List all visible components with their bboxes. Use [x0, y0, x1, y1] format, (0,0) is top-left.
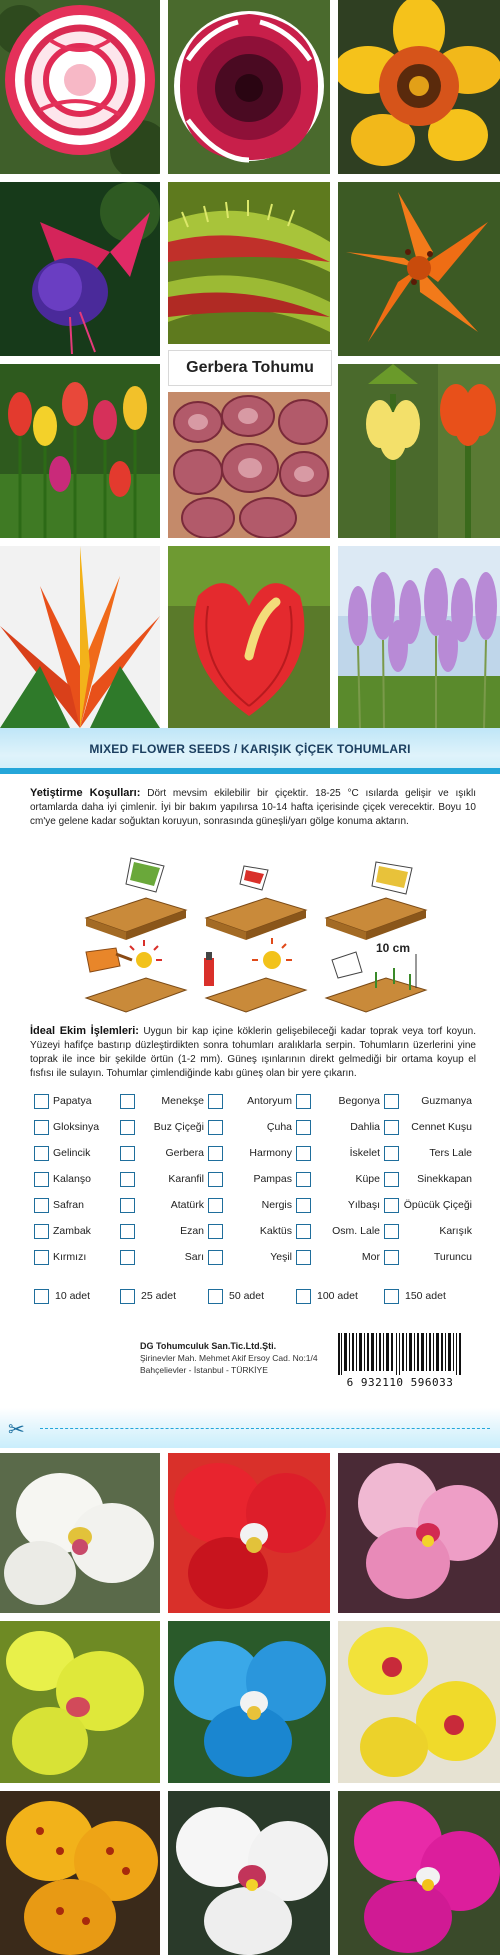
packet-title: MIXED FLOWER SEEDS / KARIŞIK ÇİÇEK TOHUMLARI	[89, 742, 411, 756]
gerbera-seed-label: Gerbera Tohumu	[168, 350, 332, 386]
checkbox-label: Gloksinya	[53, 1121, 100, 1133]
checkbox[interactable]	[296, 1172, 311, 1187]
checkbox-item[interactable]	[384, 1116, 472, 1138]
checkbox-label: Buz Çiçeği	[153, 1121, 204, 1133]
checkbox[interactable]	[34, 1198, 49, 1213]
checkbox-item[interactable]	[120, 1246, 204, 1268]
photo-gloxinia	[168, 0, 330, 174]
checkbox-item[interactable]	[120, 1168, 204, 1190]
checkbox-item[interactable]	[120, 1116, 204, 1138]
checkbox-label: Atatürk	[170, 1199, 204, 1211]
photo-guzmania	[0, 546, 160, 728]
quantity-label: 25 adet	[141, 1290, 177, 1302]
checkbox[interactable]	[120, 1146, 135, 1161]
checklist-row	[34, 1168, 472, 1190]
quantity-label: 50 adet	[229, 1290, 265, 1302]
checkbox-item[interactable]	[384, 1194, 472, 1216]
flower-photo-grid	[0, 0, 500, 728]
photo-orchid-spotted	[0, 1791, 160, 1955]
checkbox-item[interactable]	[296, 1220, 380, 1242]
quantity-label: 150 adet	[405, 1290, 446, 1302]
checkbox-item[interactable]	[34, 1194, 84, 1216]
checklist-row	[34, 1246, 472, 1268]
growing-heading: Yetiştirme Koşulları:	[30, 787, 141, 799]
checkbox-item[interactable]	[34, 1090, 92, 1112]
quantity-label: 10 adet	[55, 1290, 91, 1302]
checkbox-label: Ters Lale	[429, 1147, 472, 1159]
photo-crown-imperial	[338, 364, 500, 538]
checkbox-item[interactable]	[208, 1194, 292, 1216]
checkbox-label: Gerbera	[165, 1147, 204, 1159]
photo-fuchsia	[0, 182, 160, 356]
step-sunlight	[204, 938, 306, 1012]
checkbox[interactable]	[296, 1094, 311, 1109]
checkbox-item[interactable]	[384, 1142, 472, 1164]
checkbox[interactable]	[120, 1198, 135, 1213]
checklist-row	[34, 1142, 472, 1164]
checkbox-item[interactable]	[120, 1220, 204, 1242]
checkbox[interactable]	[384, 1289, 399, 1304]
barcode-number: 6 932110 596033	[346, 1376, 454, 1389]
quantity-option[interactable]	[296, 1285, 358, 1307]
checkbox[interactable]	[384, 1094, 399, 1109]
photo-dahlia-yellow	[338, 0, 500, 174]
quantity-label: 100 adet	[317, 1290, 358, 1302]
checkbox[interactable]	[34, 1172, 49, 1187]
measure-label: 10 cm	[376, 941, 411, 955]
checkbox[interactable]	[208, 1224, 223, 1239]
photo-orchid-yellow	[0, 1621, 160, 1783]
checkbox-item[interactable]	[34, 1246, 86, 1268]
photo-begonia	[0, 0, 160, 174]
checkbox-label: Turuncu	[433, 1251, 472, 1263]
checkbox[interactable]	[296, 1250, 311, 1265]
checkbox[interactable]	[120, 1250, 135, 1265]
checkbox[interactable]	[384, 1250, 399, 1265]
checkbox-label: Osm. Lale	[332, 1225, 380, 1237]
cut-line	[0, 1408, 500, 1448]
quantity-option[interactable]	[208, 1285, 264, 1307]
company-info	[140, 1340, 320, 1376]
checkbox-label: Antoryum	[247, 1095, 292, 1107]
checkbox[interactable]	[34, 1250, 49, 1265]
company-address-line2: Bahçelievler - İstanbul - TÜRKİYE	[140, 1365, 268, 1375]
checkbox-item[interactable]	[120, 1090, 204, 1112]
checkbox-label: Kaktüs	[259, 1225, 292, 1237]
checkbox-label: Karanfil	[168, 1173, 204, 1185]
checkbox[interactable]	[208, 1120, 223, 1135]
checkbox[interactable]	[384, 1146, 399, 1161]
checkbox-item[interactable]	[384, 1168, 472, 1190]
checkbox-label: Küpe	[355, 1173, 380, 1185]
step-sprouts	[326, 941, 426, 1012]
checkbox-label: Ezan	[180, 1225, 204, 1237]
barcode	[330, 1333, 470, 1389]
checkbox[interactable]	[120, 1120, 135, 1135]
checkbox-item[interactable]	[384, 1220, 472, 1242]
seed-packet-back	[0, 728, 500, 1453]
checkbox[interactable]	[208, 1172, 223, 1187]
checkbox-item[interactable]	[296, 1116, 380, 1138]
checkbox[interactable]	[34, 1146, 49, 1161]
checkbox-label: Zambak	[53, 1225, 91, 1237]
checkbox-item[interactable]	[296, 1090, 380, 1112]
checkbox-label: Dahlia	[350, 1121, 380, 1133]
planting-steps-illustration	[76, 848, 436, 1016]
dashed-cut-guide	[40, 1428, 490, 1429]
checkbox-label: Kalanşo	[53, 1173, 91, 1185]
checkbox-item[interactable]	[120, 1142, 204, 1164]
step-sow-seeds	[206, 866, 306, 940]
step-pour-soil	[86, 858, 186, 940]
checkbox[interactable]	[120, 1094, 135, 1109]
checkbox[interactable]	[208, 1250, 223, 1265]
checkbox-item[interactable]	[34, 1142, 90, 1164]
checkbox-item[interactable]	[296, 1168, 380, 1190]
checkbox-label: Kırmızı	[53, 1251, 87, 1263]
checkbox[interactable]	[120, 1172, 135, 1187]
checkbox-item[interactable]	[208, 1168, 292, 1190]
checklist-row	[34, 1220, 472, 1242]
checkbox-label: Çuha	[266, 1121, 292, 1133]
checkbox-label: Karışık	[439, 1225, 472, 1237]
checkbox[interactable]	[296, 1224, 311, 1239]
checkbox[interactable]	[120, 1289, 135, 1304]
checklist-row	[34, 1090, 472, 1112]
step-cover-soil	[326, 862, 426, 940]
company-name: DG Tohumculuk San.Tic.Ltd.Şti.	[140, 1341, 277, 1351]
photo-orchid-white	[0, 1453, 160, 1613]
checkbox[interactable]	[384, 1172, 399, 1187]
checkbox[interactable]	[120, 1224, 135, 1239]
checkbox-label: Mor	[361, 1251, 380, 1263]
checkbox-item[interactable]	[296, 1246, 380, 1268]
checkbox-label: Sarı	[184, 1251, 204, 1263]
checkbox[interactable]	[296, 1146, 311, 1161]
planting-text: Uygun bir kap içine köklerin gelişebileceği kadar toprak veya torf koyun. Yüzeyi hafifçe bastırıp düzleştirdikten sonra tohumları aralıklarla serpin. Tohumların üzerlerini yine toprak ile ince bir şekilde örtün (1-2 mm). Güneş ışınlarının direkt gelmediği bir ortama koyup el fısfısı ile sulayın. Tohumlar çimlendiğinde kabı güneş olan bir yere çıkarın.	[30, 1026, 477, 1079]
checkbox-item[interactable]	[208, 1142, 292, 1164]
checkbox-item[interactable]	[208, 1220, 292, 1242]
photo-pampas-grass	[338, 546, 500, 728]
banner-strip	[0, 768, 500, 774]
checkbox-item[interactable]	[296, 1194, 380, 1216]
photo-orchid-white-pink	[168, 1791, 330, 1955]
checkbox-label: Yılbaşı	[347, 1199, 380, 1211]
checklist-row	[34, 1194, 472, 1216]
checkbox-label: Cennet Kuşu	[411, 1121, 472, 1133]
company-address-line1: Şirinevler Mah. Mehmet Akif Ersoy Cad. No:1/4	[140, 1353, 318, 1363]
checkbox[interactable]	[384, 1224, 399, 1239]
checkbox-item[interactable]	[296, 1142, 380, 1164]
checkbox-label: Begonya	[338, 1095, 380, 1107]
photo-orchid-magenta	[338, 1791, 500, 1955]
photo-lily-orange	[338, 182, 500, 356]
checkbox-label: Yeşil	[270, 1251, 292, 1263]
checkbox-label: Papatya	[53, 1095, 92, 1107]
photo-orchid-pink	[338, 1453, 500, 1613]
planting-heading: İdeal Ekim İşlemleri:	[30, 1025, 139, 1037]
checkbox-label: Sinekkapan	[417, 1173, 472, 1185]
photo-orchid-red	[168, 1453, 330, 1613]
checkbox-label: Gelincik	[53, 1147, 91, 1159]
checkbox-item[interactable]	[34, 1220, 91, 1242]
checkbox[interactable]	[296, 1289, 311, 1304]
checkbox-item[interactable]	[34, 1116, 99, 1138]
photo-tulips	[0, 364, 160, 538]
checkbox-item[interactable]	[208, 1246, 292, 1268]
growing-text: Dört mevsim ekilebilir bir çiçektir. 18-25 °C ısılarda gelişir ve ışıklı ortamlarda daha iyi çimlenir. İyi bir bakım yapılırsa 10-14 hafta içerisinde çiçek verecektir. Boyu 10 cm'ye gelene kadar soğuktan koruyun, sonrasında güneşli/yarı gölge konuma aktarın.	[30, 788, 476, 827]
checkbox[interactable]	[296, 1120, 311, 1135]
checkbox-label: Safran	[53, 1199, 84, 1211]
planting-instructions	[30, 1024, 476, 1081]
checkbox[interactable]	[208, 1094, 223, 1109]
photo-lithops	[168, 392, 330, 538]
scissors-icon: ✂	[8, 1419, 25, 1441]
checkbox-item[interactable]	[120, 1194, 204, 1216]
photo-orchid-blue	[168, 1621, 330, 1783]
checkbox[interactable]	[296, 1198, 311, 1213]
checkbox-label: Nergis	[261, 1199, 292, 1211]
quantity-option[interactable]	[34, 1285, 90, 1307]
checkbox-label: İskelet	[349, 1147, 380, 1159]
checkbox-label: Harmony	[249, 1147, 292, 1159]
checkbox-label: Guzmanya	[421, 1095, 472, 1107]
quantity-option[interactable]	[120, 1285, 176, 1307]
checkbox[interactable]	[384, 1198, 399, 1213]
checkbox[interactable]	[208, 1289, 223, 1304]
checkbox[interactable]	[34, 1094, 49, 1109]
checkbox-label: Pampas	[253, 1173, 292, 1185]
photo-orchid-yellow-red	[338, 1621, 500, 1783]
step-water	[86, 940, 186, 1012]
quantity-row	[34, 1282, 472, 1310]
packet-banner	[0, 728, 500, 774]
growing-conditions	[30, 786, 476, 829]
checkbox-item[interactable]	[208, 1090, 292, 1112]
photo-venus-flytrap	[168, 182, 330, 344]
barcode-bars	[330, 1333, 470, 1375]
photo-anthurium	[168, 546, 330, 728]
checkbox-item[interactable]	[34, 1168, 91, 1190]
checkbox[interactable]	[34, 1120, 49, 1135]
checkbox[interactable]	[34, 1224, 49, 1239]
orchid-photo-grid	[0, 1453, 500, 1955]
quantity-option[interactable]	[384, 1285, 446, 1307]
checkbox-label: Öpücük Çiçeği	[403, 1199, 472, 1211]
checkbox-item[interactable]	[384, 1090, 472, 1112]
checkbox-item[interactable]	[208, 1116, 292, 1138]
checkbox-item[interactable]	[384, 1246, 472, 1268]
checkbox-label: Menekşe	[161, 1095, 204, 1107]
checklist-row	[34, 1116, 472, 1138]
checkbox[interactable]	[208, 1146, 223, 1161]
checkbox[interactable]	[208, 1198, 223, 1213]
checkbox[interactable]	[384, 1120, 399, 1135]
checkbox[interactable]	[34, 1289, 49, 1304]
